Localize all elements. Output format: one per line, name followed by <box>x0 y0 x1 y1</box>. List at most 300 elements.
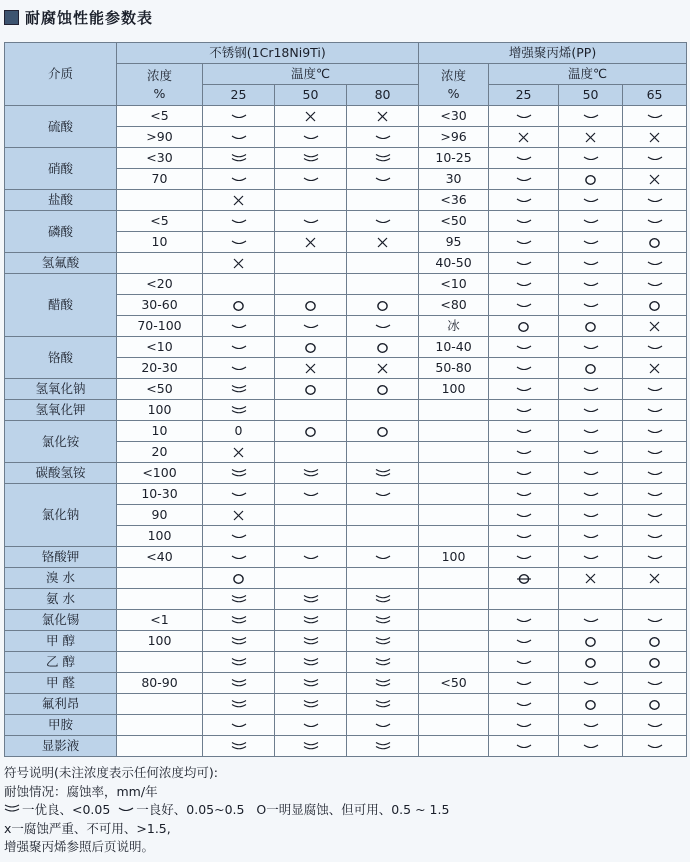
excellent-icon <box>4 801 20 820</box>
excellent-icon <box>374 654 392 669</box>
ss-rating-cell <box>203 169 275 190</box>
table-row <box>5 631 687 652</box>
pp-rating-cell <box>559 379 623 400</box>
ss-concentration: <1 <box>117 610 203 631</box>
good-icon <box>515 402 533 417</box>
severe-icon <box>584 129 597 144</box>
good-icon <box>515 612 533 627</box>
ss-concentration <box>117 652 203 673</box>
excellent-icon <box>230 654 248 669</box>
good-icon <box>230 339 248 354</box>
corrosion-table <box>4 42 687 757</box>
pp-rating-cell <box>559 211 623 232</box>
pp-concentration: 10-40 <box>419 337 489 358</box>
ss-rating-cell <box>347 295 419 316</box>
severe-icon <box>376 360 389 375</box>
ss-temp-col: 80 <box>347 85 419 106</box>
notes-line-1: 符号说明(未注浓度表示任何浓度均可): <box>4 765 218 780</box>
pp-rating-cell <box>559 589 623 610</box>
severe-icon <box>517 129 530 144</box>
pp-rating-cell <box>489 715 559 736</box>
pp-rating-cell <box>623 484 687 505</box>
ss-rating-cell <box>203 715 275 736</box>
ss-concentration: 20 <box>117 442 203 463</box>
pp-rating-cell <box>489 526 559 547</box>
pp-concentration: 10-25 <box>419 148 489 169</box>
header-pp-material: 增强聚丙烯(PP) <box>419 43 687 64</box>
good-icon <box>582 276 600 291</box>
pp-temp-col: 25 <box>489 85 559 106</box>
good-icon <box>646 528 664 543</box>
pp-rating-cell <box>489 631 559 652</box>
good-icon <box>582 192 600 207</box>
ss-rating-cell <box>275 421 347 442</box>
table-row <box>5 463 687 484</box>
excellent-icon <box>302 612 320 627</box>
medium-name: 碳酸氢铵 <box>5 463 117 484</box>
pp-rating-cell <box>489 484 559 505</box>
pp-rating-cell <box>489 106 559 127</box>
obvious-icon <box>648 633 661 648</box>
good-icon <box>582 213 600 228</box>
good-icon <box>582 150 600 165</box>
pp-rating-cell <box>623 211 687 232</box>
ss-rating-cell <box>203 610 275 631</box>
pp-concentration: 100 <box>419 547 489 568</box>
good-icon <box>515 108 533 123</box>
excellent-icon <box>302 696 320 711</box>
excellent-icon <box>374 150 392 165</box>
excellent-icon <box>374 633 392 648</box>
ss-rating-cell <box>347 547 419 568</box>
excellent-icon <box>230 738 248 753</box>
table-row <box>5 652 687 673</box>
pp-rating-cell <box>559 127 623 148</box>
pp-rating-cell <box>623 421 687 442</box>
table-row <box>5 610 687 631</box>
ss-rating-cell <box>203 274 275 295</box>
severe-icon <box>232 255 245 270</box>
ss-rating-cell <box>347 715 419 736</box>
pp-rating-cell <box>623 547 687 568</box>
ss-rating-cell <box>275 358 347 379</box>
ss-concentration <box>117 736 203 757</box>
obvious-icon <box>304 297 317 312</box>
ss-rating-cell <box>275 211 347 232</box>
good-icon <box>515 465 533 480</box>
pp-rating-cell <box>623 337 687 358</box>
excellent-icon <box>302 738 320 753</box>
pp-concentration <box>419 463 489 484</box>
ss-rating-cell <box>347 337 419 358</box>
severe-icon <box>648 171 661 186</box>
medium-name: 铬酸 <box>5 337 117 379</box>
pp-rating-cell <box>489 190 559 211</box>
pp-rating-cell <box>489 232 559 253</box>
pp-rating-cell <box>489 148 559 169</box>
pp-rating-cell <box>489 211 559 232</box>
header-pp-temp: 温度℃ <box>489 64 687 85</box>
severe-icon <box>584 570 597 585</box>
pp-rating-cell <box>559 547 623 568</box>
pp-rating-cell <box>489 463 559 484</box>
pp-concentration <box>419 589 489 610</box>
obvious-icon <box>648 234 661 249</box>
good-icon <box>646 486 664 501</box>
ss-rating-cell <box>203 631 275 652</box>
medium-name: 氢氟酸 <box>5 253 117 274</box>
ss-rating-cell <box>347 127 419 148</box>
ss-concentration <box>117 715 203 736</box>
header-ss-temp: 温度℃ <box>203 64 419 85</box>
table-row <box>5 736 687 757</box>
pp-rating-cell <box>559 148 623 169</box>
ss-rating-cell <box>347 274 419 295</box>
pp-rating-cell <box>559 610 623 631</box>
ss-rating-cell <box>203 358 275 379</box>
pp-rating-cell <box>489 568 559 589</box>
medium-name: 硝酸 <box>5 148 117 190</box>
pp-rating-cell <box>489 694 559 715</box>
severe-icon <box>232 192 245 207</box>
good-icon <box>515 549 533 564</box>
pp-rating-cell <box>623 295 687 316</box>
legend-notes <box>4 764 449 857</box>
good-icon <box>582 381 600 396</box>
good-icon <box>582 423 600 438</box>
good-icon <box>582 255 600 270</box>
pp-concentration: <36 <box>419 190 489 211</box>
pp-rating-cell <box>489 274 559 295</box>
pp-rating-cell <box>489 400 559 421</box>
medium-name: 氯化铵 <box>5 421 117 463</box>
excellent-icon <box>230 612 248 627</box>
severe-icon <box>232 444 245 459</box>
pp-rating-cell <box>623 463 687 484</box>
obvious-icon <box>304 339 317 354</box>
ss-rating-cell <box>275 337 347 358</box>
ss-rating-cell <box>275 694 347 715</box>
pp-rating-cell <box>489 358 559 379</box>
good-icon <box>515 360 533 375</box>
table-row <box>5 484 687 505</box>
good-icon <box>646 213 664 228</box>
good-icon <box>230 234 248 249</box>
good-icon <box>230 528 248 543</box>
ss-concentration: <100 <box>117 463 203 484</box>
pp-rating-cell <box>623 169 687 190</box>
ss-rating-cell <box>347 421 419 442</box>
pp-rating-cell <box>489 295 559 316</box>
pp-rating-cell <box>489 736 559 757</box>
ss-rating-cell <box>203 568 275 589</box>
obvious-icon <box>584 171 597 186</box>
pp-temp-col: 50 <box>559 85 623 106</box>
pp-rating-cell <box>623 400 687 421</box>
good-icon <box>118 801 134 820</box>
table-row <box>5 421 687 442</box>
pp-rating-cell <box>559 694 623 715</box>
good-icon <box>230 549 248 564</box>
ss-concentration: 10 <box>117 421 203 442</box>
pp-rating-cell <box>623 442 687 463</box>
pp-concentration <box>419 631 489 652</box>
good-icon <box>646 423 664 438</box>
good-icon <box>582 717 600 732</box>
pp-rating-cell <box>623 379 687 400</box>
pp-rating-cell <box>559 568 623 589</box>
pp-rating-cell <box>559 295 623 316</box>
table-row <box>5 547 687 568</box>
page-title-text: 耐腐蚀性能参数表 <box>25 8 154 27</box>
good-icon <box>582 108 600 123</box>
pp-rating-cell <box>559 673 623 694</box>
medium-name: 氢氧化钾 <box>5 400 117 421</box>
good-icon <box>302 717 320 732</box>
ss-rating-cell <box>347 400 419 421</box>
table-row <box>5 673 687 694</box>
medium-name: 溴 水 <box>5 568 117 589</box>
table-row <box>5 253 687 274</box>
ss-rating-cell <box>275 610 347 631</box>
pp-rating-cell <box>489 547 559 568</box>
ss-rating-cell <box>275 148 347 169</box>
good-icon <box>515 234 533 249</box>
good-icon <box>515 528 533 543</box>
pp-concentration: <10 <box>419 274 489 295</box>
severe-icon <box>648 360 661 375</box>
severe-icon <box>304 108 317 123</box>
severe-icon <box>648 570 661 585</box>
ss-rating-cell <box>275 484 347 505</box>
good-icon <box>374 129 392 144</box>
good-icon <box>646 108 664 123</box>
ss-rating-cell <box>203 379 275 400</box>
ss-rating-cell <box>275 631 347 652</box>
ss-concentration: <10 <box>117 337 203 358</box>
ss-rating-cell <box>275 463 347 484</box>
obvious-icon <box>648 696 661 711</box>
pp-rating-cell <box>623 274 687 295</box>
ss-rating-cell <box>203 211 275 232</box>
pp-concentration <box>419 652 489 673</box>
good-icon <box>582 528 600 543</box>
good-icon <box>582 444 600 459</box>
good-icon <box>374 171 392 186</box>
ss-rating-cell <box>275 652 347 673</box>
pp-rating-cell <box>559 337 623 358</box>
ss-concentration: <30 <box>117 148 203 169</box>
pp-rating-cell <box>559 715 623 736</box>
pp-rating-cell <box>623 589 687 610</box>
pp-concentration: 100 <box>419 379 489 400</box>
good-icon <box>646 444 664 459</box>
good-icon <box>646 675 664 690</box>
pp-rating-cell <box>559 274 623 295</box>
medium-name: 显影液 <box>5 736 117 757</box>
good-icon <box>646 717 664 732</box>
ss-rating-cell <box>203 673 275 694</box>
excellent-icon <box>302 465 320 480</box>
pp-rating-cell <box>559 232 623 253</box>
pp-concentration: 30 <box>419 169 489 190</box>
ss-rating-cell <box>203 484 275 505</box>
severe-icon <box>304 360 317 375</box>
good-icon <box>646 549 664 564</box>
ss-rating-cell <box>347 526 419 547</box>
pp-rating-cell <box>489 253 559 274</box>
pp-rating-cell <box>489 505 559 526</box>
pp-concentration <box>419 610 489 631</box>
obvious-icon <box>304 423 317 438</box>
obvious-icon <box>584 696 597 711</box>
medium-name: 硫酸 <box>5 106 117 148</box>
ss-concentration: <5 <box>117 211 203 232</box>
pp-rating-cell <box>559 190 623 211</box>
ss-rating-cell <box>203 253 275 274</box>
pp-rating-cell <box>489 337 559 358</box>
ss-rating-cell <box>203 337 275 358</box>
pp-rating-cell <box>489 652 559 673</box>
ss-concentration <box>117 568 203 589</box>
good-icon <box>374 717 392 732</box>
pp-concentration <box>419 694 489 715</box>
pp-concentration: <50 <box>419 673 489 694</box>
pp-rating-cell <box>623 568 687 589</box>
pp-rating-cell <box>489 421 559 442</box>
good-icon <box>374 213 392 228</box>
good-icon <box>374 318 392 333</box>
ss-rating-cell <box>275 400 347 421</box>
pp-concentration <box>419 736 489 757</box>
ss-concentration: 80-90 <box>117 673 203 694</box>
medium-name: 氢氧化钠 <box>5 379 117 400</box>
pp-rating-cell <box>489 610 559 631</box>
obvious-icon <box>584 318 597 333</box>
ss-rating-cell <box>203 463 275 484</box>
good-icon <box>515 633 533 648</box>
ss-rating-cell <box>347 148 419 169</box>
pp-rating-cell <box>623 106 687 127</box>
table-row <box>5 190 687 211</box>
good-icon <box>230 108 248 123</box>
medium-name: 乙 醇 <box>5 652 117 673</box>
ss-rating-cell <box>275 169 347 190</box>
excellent-icon <box>374 612 392 627</box>
medium-name: 氟利昂 <box>5 694 117 715</box>
pp-rating-cell <box>559 736 623 757</box>
header-medium: 介质 <box>5 43 117 106</box>
ss-concentration: 10-30 <box>117 484 203 505</box>
ss-rating-cell <box>347 169 419 190</box>
pp-rating-cell <box>489 589 559 610</box>
excellent-icon <box>302 654 320 669</box>
pp-concentration: <80 <box>419 295 489 316</box>
notes-line-3 <box>4 801 449 820</box>
good-icon <box>302 486 320 501</box>
excellent-icon <box>374 465 392 480</box>
table-row <box>5 400 687 421</box>
ss-rating-cell <box>347 190 419 211</box>
good-icon <box>230 360 248 375</box>
pp-concentration: <30 <box>419 106 489 127</box>
title-square-icon <box>4 10 19 25</box>
pp-concentration <box>419 400 489 421</box>
excellent-icon <box>302 150 320 165</box>
good-icon <box>302 171 320 186</box>
ss-rating-cell <box>275 442 347 463</box>
severe-icon <box>648 318 661 333</box>
pp-rating-cell <box>489 442 559 463</box>
excellent-icon <box>230 381 248 396</box>
good-icon <box>230 213 248 228</box>
pp-rating-cell <box>559 358 623 379</box>
pp-rating-cell <box>623 190 687 211</box>
ss-rating-cell <box>203 736 275 757</box>
good-icon <box>302 318 320 333</box>
pp-rating-cell <box>559 169 623 190</box>
ss-concentration <box>117 190 203 211</box>
severe-icon <box>376 234 389 249</box>
header-ss-conc: 浓度 % <box>117 64 203 106</box>
obvious-icon <box>232 297 245 312</box>
good-icon <box>646 402 664 417</box>
good-icon <box>646 381 664 396</box>
ss-concentration: <40 <box>117 547 203 568</box>
ss-rating-cell <box>347 568 419 589</box>
good-icon <box>515 213 533 228</box>
medium-name: 盐酸 <box>5 190 117 211</box>
table-row <box>5 715 687 736</box>
ss-rating-cell <box>275 547 347 568</box>
ss-rating-cell <box>203 232 275 253</box>
ss-rating-cell <box>347 610 419 631</box>
ss-rating-cell <box>275 736 347 757</box>
good-icon <box>646 150 664 165</box>
ss-rating-cell <box>203 442 275 463</box>
pp-rating-cell <box>559 421 623 442</box>
table-row <box>5 211 687 232</box>
ss-rating-cell <box>203 526 275 547</box>
notes-obvious: O一明显腐蚀、但可用、0.5 ~ 1.5 <box>256 802 450 817</box>
ss-rating-cell <box>203 106 275 127</box>
medium-name: 醋酸 <box>5 274 117 337</box>
good-icon <box>515 507 533 522</box>
good-icon <box>515 171 533 186</box>
good-icon <box>515 675 533 690</box>
ss-rating-cell <box>347 694 419 715</box>
pp-rating-cell <box>559 652 623 673</box>
good-icon <box>302 549 320 564</box>
medium-name: 氯化锡 <box>5 610 117 631</box>
excellent-icon <box>230 696 248 711</box>
good-icon <box>515 276 533 291</box>
ss-rating-cell <box>275 589 347 610</box>
ss-rating-cell <box>275 106 347 127</box>
obvious-icon <box>376 297 389 312</box>
excellent-icon <box>230 633 248 648</box>
ss-rating-cell <box>347 736 419 757</box>
excellent-icon <box>374 696 392 711</box>
good-icon <box>515 444 533 459</box>
ss-rating-cell <box>203 589 275 610</box>
excellent-icon <box>374 591 392 606</box>
pp-rating-cell <box>623 673 687 694</box>
ss-rating-cell <box>203 127 275 148</box>
good-icon <box>646 612 664 627</box>
good-icon <box>582 402 600 417</box>
ss-rating-cell <box>275 253 347 274</box>
